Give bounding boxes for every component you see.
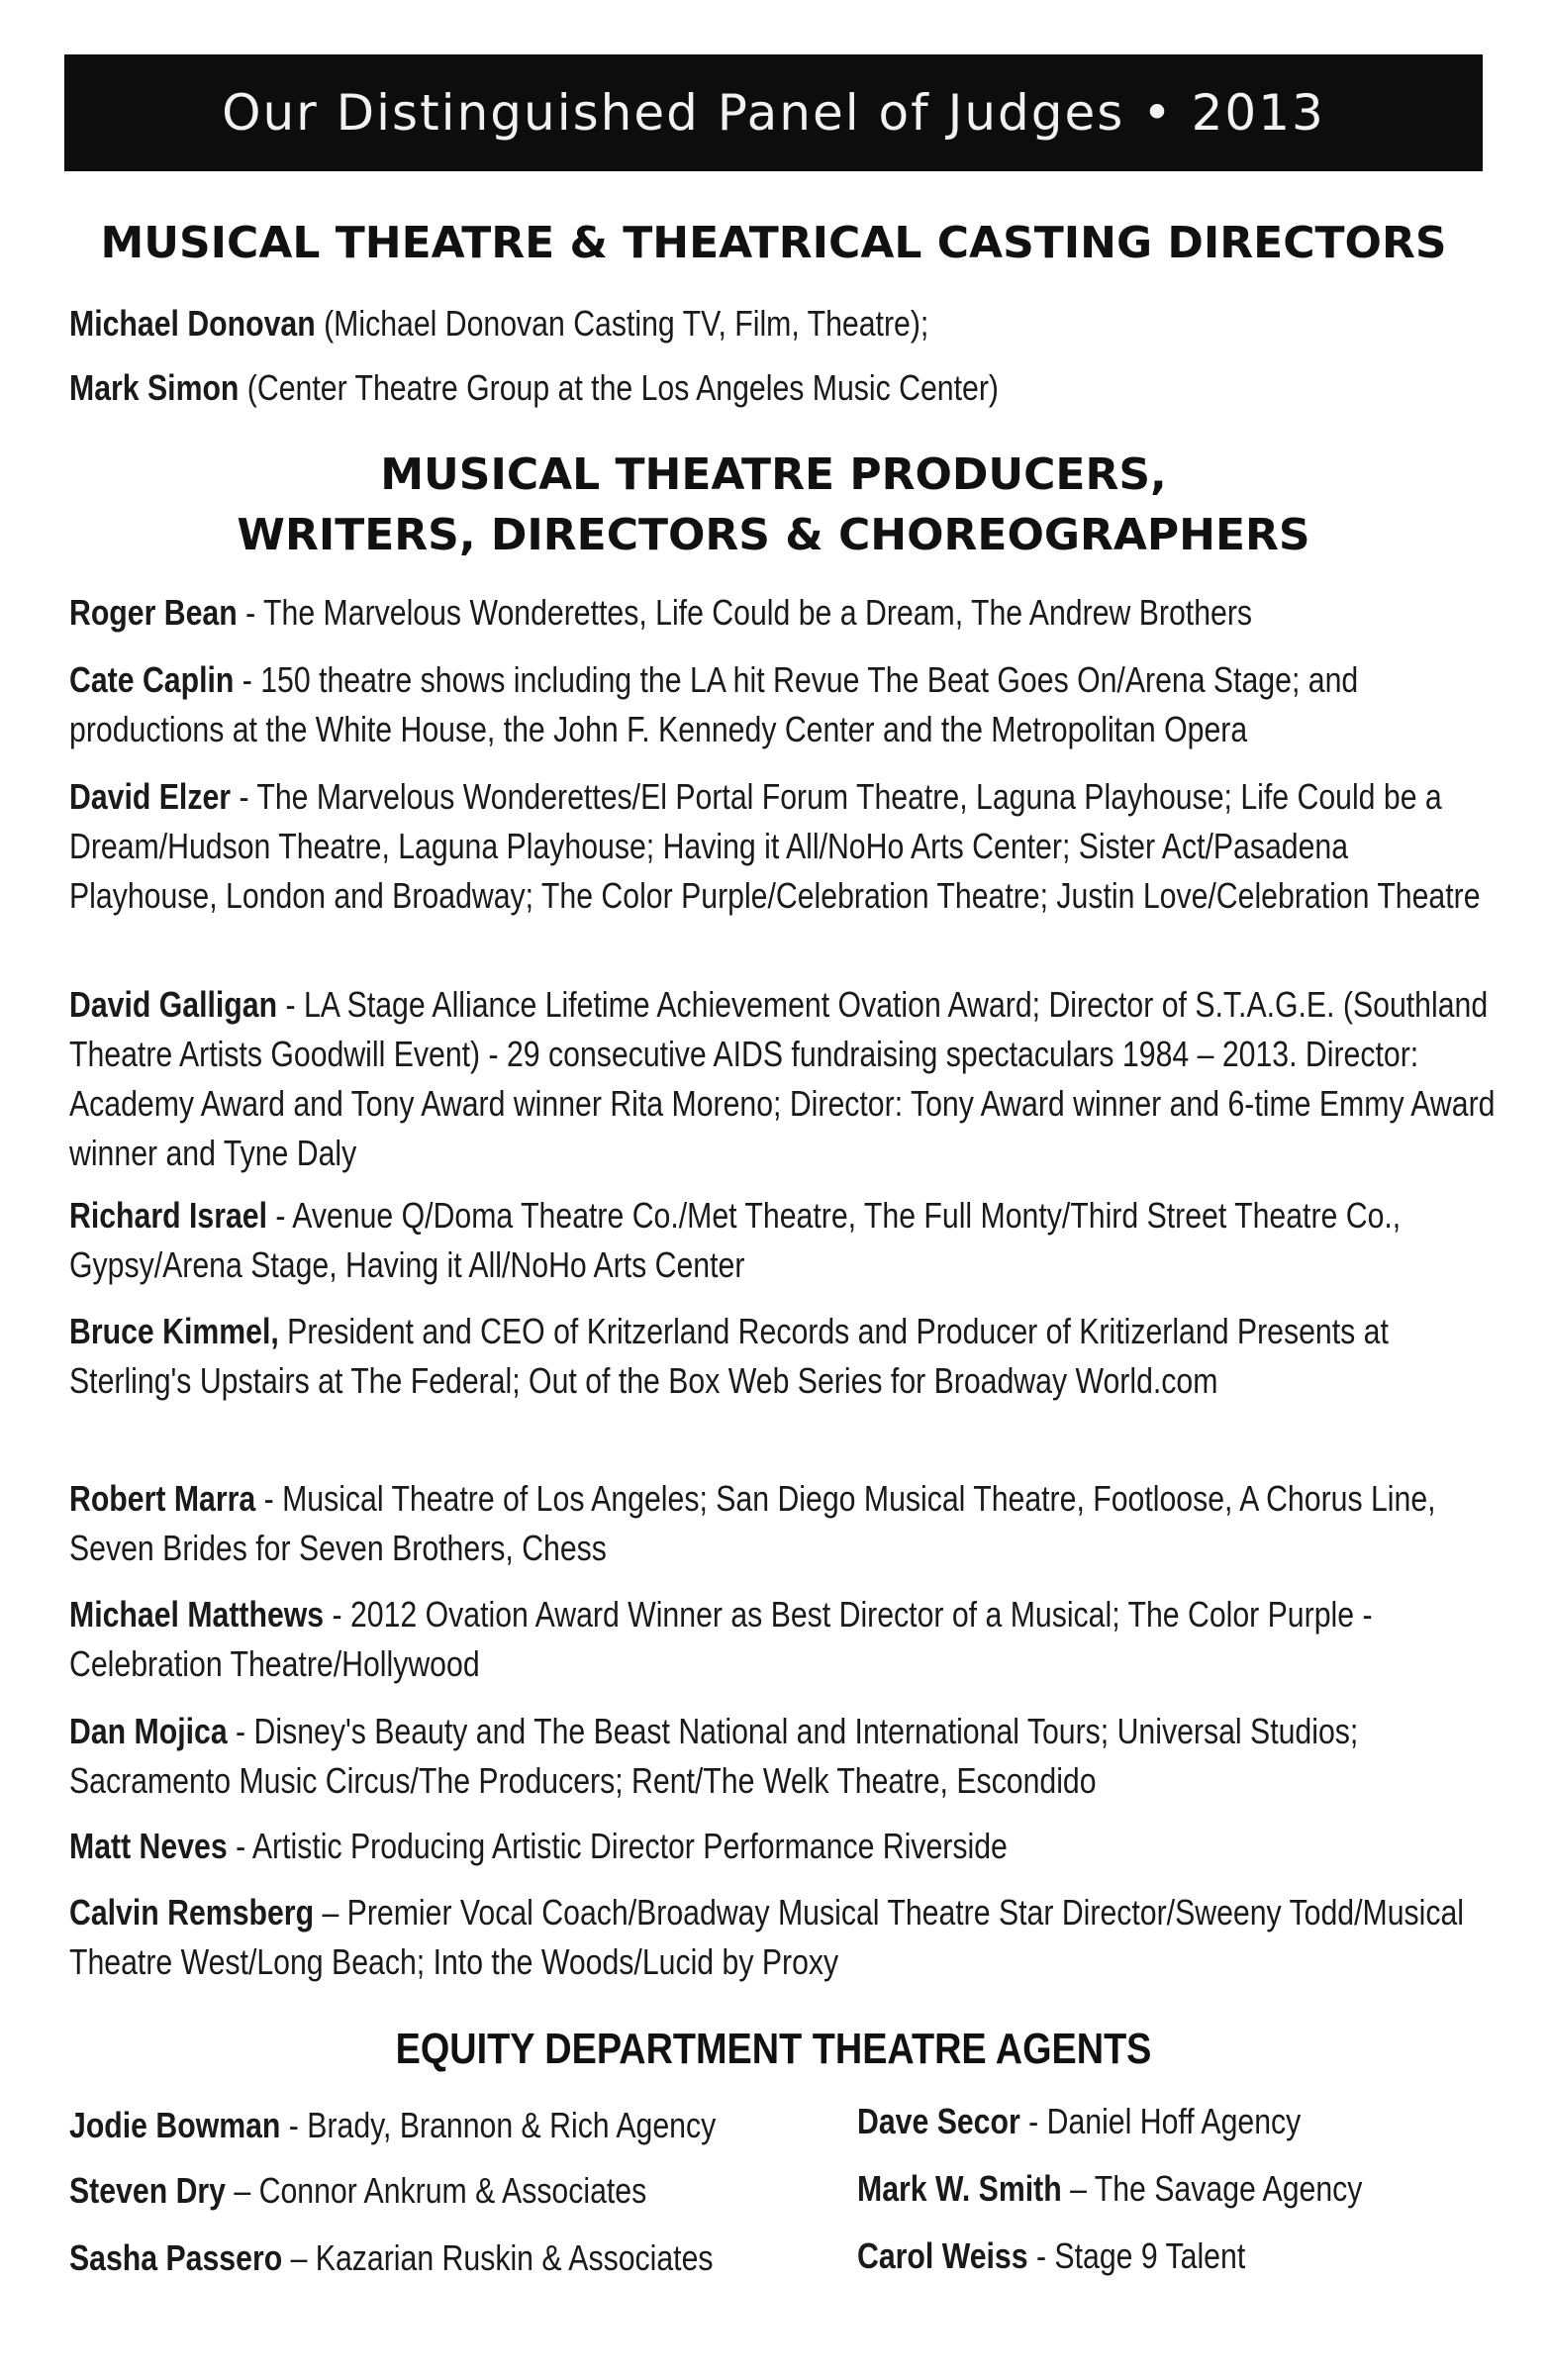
agent-agency: - Daniel Hoff Agency	[1019, 2101, 1302, 2141]
judge-credits: - Musical Theatre of Los Angeles; San Diego Musical Theatre, Footloose, A Chorus Line, Seven Brides for Seven Brothers, Chess	[69, 1478, 1436, 1568]
agent-entry	[69, 2166, 646, 2216]
judge-name: Matt Neves	[69, 1826, 228, 1866]
producers-section-subtitle: WRITERS, DIRECTORS & CHOREOGRAPHERS	[237, 510, 1310, 560]
agent-name: Dave Secor	[857, 2101, 1020, 2141]
judge-entry	[69, 1307, 1496, 1406]
agent-entry	[69, 2233, 714, 2283]
judge-name: Mark Simon	[69, 367, 240, 408]
agent-agency: – The Savage Agency	[1061, 2168, 1363, 2209]
judge-credits: (Michael Donovan Casting TV, Film, Theatre);	[315, 303, 929, 344]
judge-credits: - Disney's Beauty and The Beast National and International Tours; Universal Studios; Sacramento Music Circus/The Producers; Rent/The Welk Theatre, Escondido	[69, 1711, 1359, 1801]
judge-credits: - Avenue Q/Doma Theatre Co./Met Theatre, The Full Monty/Third Street Theatre Co., Gypsy/Arena Stage, Having it All/NoHo Arts Center	[69, 1195, 1402, 1285]
judge-entry	[69, 772, 1496, 921]
judge-name: Michael Donovan	[69, 303, 316, 344]
judge-credits: - The Marvelous Wonderettes, Life Could be a Dream, The Andrew Brothers	[237, 592, 1253, 633]
agent-agency: – Kazarian Ruskin & Associates	[282, 2237, 714, 2278]
agents-section-title: EQUITY DEPARTMENT THEATRE AGENTS	[395, 2025, 1152, 2073]
judge-name: Robert Marra	[69, 1478, 256, 1519]
agent-entry	[69, 2101, 716, 2150]
judge-credits: – Premier Vocal Coach/Broadway Musical Theatre Star Director/Sweeny Todd/Musical Theatre West/Long Beach; Into the Woods/Lucid by Proxy	[69, 1892, 1465, 1982]
judge-name: Calvin Remsberg	[69, 1892, 315, 1933]
judge-entry	[69, 363, 1496, 413]
judge-entry	[69, 1888, 1496, 1987]
judge-name: David Elzer	[69, 776, 232, 817]
judge-credits: (Center Theatre Group at the Los Angeles Music Center)	[239, 367, 1000, 408]
judge-credits: - The Marvelous Wonderettes/El Portal Forum Theatre, Laguna Playhouse; Life Could be a Dream/Hudson Theatre, Laguna Playhouse; Having it All/NoHo Arts Center; Sister Act/Pasadena Playhouse, London and Broadway; The Color Purple/Celebration Theatre; Justin Love/Celebration Theatre	[69, 776, 1481, 916]
agent-name: Carol Weiss	[857, 2235, 1028, 2276]
casting-section-title: MUSICAL THEATRE & THEATRICAL CASTING DIRECTORS	[100, 218, 1447, 268]
judge-name: Richard Israel	[69, 1195, 268, 1236]
judge-name: Dan Mojica	[69, 1711, 228, 1751]
judge-name: Roger Bean	[69, 592, 238, 633]
agent-agency: - Brady, Brannon & Rich Agency	[280, 2105, 717, 2145]
agent-name: Sasha Passero	[69, 2237, 283, 2278]
judge-entry	[69, 588, 1496, 638]
producers-section-title: MUSICAL THEATRE PRODUCERS,	[380, 449, 1167, 500]
judge-entry	[69, 1474, 1496, 1573]
judge-entry	[69, 1822, 1496, 1871]
judge-credits: - 150 theatre shows including the LA hit Revue The Beat Goes On/Arena Stage; and productions at the White House, the John F. Kennedy Center and the Metropolitan Opera	[69, 659, 1359, 749]
judge-name: Michael Matthews	[69, 1594, 325, 1635]
agent-entry	[857, 2164, 1362, 2214]
judge-credits: - 2012 Ovation Award Winner as Best Director of a Musical; The Color Purple - Celebration Theatre/Hollywood	[69, 1594, 1373, 1684]
judge-name: David Galligan	[69, 984, 278, 1025]
agent-name: Mark W. Smith	[857, 2168, 1062, 2209]
judge-entry	[69, 980, 1496, 1178]
agent-name: Steven Dry	[69, 2170, 226, 2211]
judge-credits: - Artistic Producing Artistic Director Performance Riverside	[227, 1826, 1008, 1866]
judge-entry	[69, 1590, 1496, 1689]
agent-entry	[857, 2097, 1301, 2146]
judge-credits: President and CEO of Kritzerland Records and Producer of Kritizerland Presents at Sterling's Upstairs at The Federal; Out of the Box Web Series for Broadway World.com	[69, 1311, 1389, 1401]
judge-name: Cate Caplin	[69, 659, 235, 700]
judge-name: Bruce Kimmel,	[69, 1311, 279, 1351]
agent-name: Jodie Bowman	[69, 2105, 281, 2145]
agent-agency: - Stage 9 Talent	[1027, 2235, 1246, 2276]
judge-entry	[69, 1707, 1496, 1806]
agent-entry	[857, 2231, 1245, 2281]
judge-entry	[69, 299, 1496, 348]
agent-agency: – Connor Ankrum & Associates	[225, 2170, 647, 2211]
page-banner: Our Distinguished Panel of Judges • 2013	[64, 54, 1483, 171]
judge-entry	[69, 1191, 1496, 1290]
judge-entry	[69, 655, 1496, 754]
judge-credits: - LA Stage Alliance Lifetime Achievement Ovation Award; Director of S.T.A.G.E. (Southland Theatre Artists Goodwill Event) - 29 consecutive AIDS fundraising spectaculars 1984 – 2013. Director: Academy Award and Tony Award winner Rita Moreno; Director: Tony Award winner and 6-time Emmy Award winner and Tyne Daly	[69, 984, 1496, 1173]
